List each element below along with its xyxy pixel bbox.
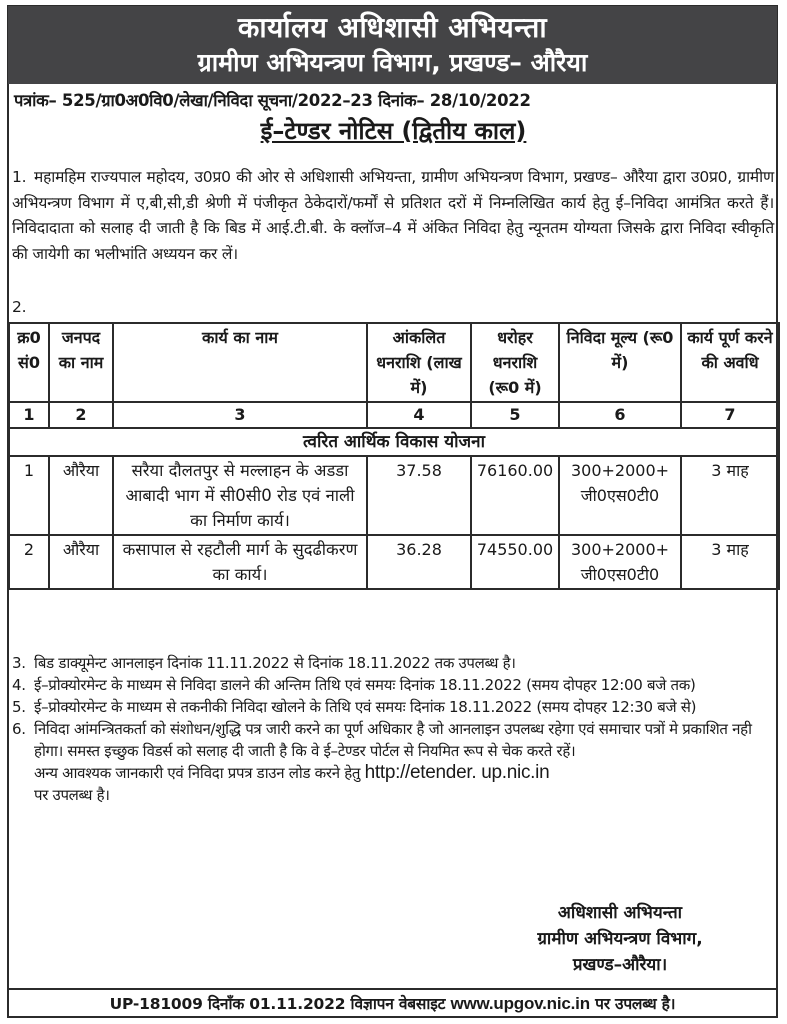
advertisement-footer xyxy=(8,988,777,1018)
cell-sno: 1 xyxy=(9,456,49,535)
paragraph-number: 1. xyxy=(12,168,27,186)
item-text: ई–प्रोक्योरमेन्ट के माध्यम से निविदा डालने की अन्तिम तिथि एवं समयः दिनांक 18.11.2022 (समय दोपहर 12:00 बजे तक) xyxy=(34,676,696,694)
paragraph-2 xyxy=(12,295,774,321)
cell-district: औरैया xyxy=(49,535,113,589)
cell-district: औरैया xyxy=(49,456,113,535)
table-row xyxy=(9,456,779,535)
signature-division: प्रखण्ड–औरैया। xyxy=(572,955,668,975)
cell-earnest-money: 74550.00 xyxy=(471,535,559,589)
reference-number: पत्रांक– 525/ग्रा0अ0वि0/लेखा/निविदा सूचना/2022–23 दिनांक– 28/10/2022 xyxy=(14,91,531,110)
item-number: 5. xyxy=(12,698,26,716)
item-text: बिड डाक्यूमेन्ट आनलाइन दिनांक 11.11.2022 से दिनांक 18.11.2022 तक उपलब्ध है। xyxy=(34,654,516,672)
column-number: 6 xyxy=(559,402,681,428)
paragraph-1 xyxy=(12,165,774,267)
column-number: 5 xyxy=(471,402,559,428)
download-note-suffix: पर उपलब्ध है। xyxy=(34,786,110,804)
header-work-name: कार्य का नाम xyxy=(113,323,367,402)
office-header xyxy=(8,6,777,84)
list-item xyxy=(12,696,774,718)
paragraph-number: 2. xyxy=(12,298,27,316)
cell-work-name: सरैया दौलतपुर से मल्लाहन के अडडा आबादी भाग में सी0सी0 रोड एवं नाली का निर्माण कार्य। xyxy=(113,456,367,535)
column-number: 7 xyxy=(681,402,779,428)
column-number: 2 xyxy=(49,402,113,428)
cell-duration: 3 माह xyxy=(681,456,779,535)
footer-suffix: पर उपलब्ध है। xyxy=(595,995,676,1013)
list-item xyxy=(12,718,774,762)
footer-prefix: UP-181009 दिनाँक 01.11.2022 विज्ञापन वेबसाइट xyxy=(109,995,446,1013)
header-earnest-money: धरोहर धनराशि (रू0 में) xyxy=(471,323,559,402)
paragraph-text: महामहिम राज्यपाल महोदय, उ0प्र0 की ओर से अधिशासी अभियन्ता, ग्रामीण अभियन्त्रण विभाग, प्रखण्ड– औरैया द्वारा उ0प्र0, ग्रामीण अभियन्त्रण विभाग में ए,बी,सी,डी श्रेणी में पंजीकृत ठेकेदारों/फर्मों से प्रतिशत दरों में निम्नलिखित कार्य हेतु ई–निविदा आमंत्रित करते हैं। निविदादाता को सलाह दी जाती है कि बिड में आई.टी.बी. के क्लॉज–4 में अंकित निविदा हेतु न्यूनतम योग्यता जिसके द्वारा निविदा स्वीकृति की जायेगी का भलीभांति अध्ययन कर लें। xyxy=(12,168,774,263)
cell-tender-cost: 300+2000+ जी0एस0टी0 xyxy=(559,456,681,535)
cell-sno: 2 xyxy=(9,535,49,589)
scheme-row xyxy=(9,428,779,456)
item-text: ई–प्रोक्योरमेन्ट के माध्यम से तकनीकी निविदा खोलने के तिथि एवं समयः दिनांक 18.11.2022 (समय दोपहर 12:30 बजे से) xyxy=(34,698,697,716)
download-note xyxy=(12,762,774,806)
office-title: कार्यालय अधिशासी अभियन्ता xyxy=(237,11,548,44)
cell-estimated-amount: 36.28 xyxy=(367,535,471,589)
signature-designation: अधिशासी अभियन्ता xyxy=(557,903,683,923)
notice-title: ई–टेण्डर नोटिस (द्वितीय काल) xyxy=(260,117,527,145)
column-number: 3 xyxy=(113,402,367,428)
cell-tender-cost: 300+2000+ जी0एस0टी0 xyxy=(559,535,681,589)
item-number: 6. xyxy=(12,720,26,738)
header-duration: कार्य पूर्ण करने की अवधि xyxy=(681,323,779,402)
cell-estimated-amount: 37.58 xyxy=(367,456,471,535)
department-title: ग्रामीण अभियन्त्रण विभाग, प्रखण्ड– औरैया xyxy=(197,48,588,77)
signature-department: ग्रामीण अभियन्त्रण विभाग, xyxy=(537,929,703,949)
scheme-name: त्वरित आर्थिक विकास योजना xyxy=(9,428,779,456)
cell-earnest-money: 76160.00 xyxy=(471,456,559,535)
list-item xyxy=(12,674,774,696)
header-tender-cost: निविदा मूल्य (रू0 में) xyxy=(559,323,681,402)
download-note-prefix: अन्य आवश्यक जानकारी एवं निविदा प्रपत्र डाउन लोड करने हेतु xyxy=(34,764,361,782)
header-district: जनपद का नाम xyxy=(49,323,113,402)
website-link[interactable]: www.upgov.nic.in xyxy=(450,994,590,1013)
column-number: 4 xyxy=(367,402,471,428)
etender-link[interactable]: http://etender. up.nic.in xyxy=(364,762,550,783)
item-number: 4. xyxy=(12,676,26,694)
cell-duration: 3 माह xyxy=(681,535,779,589)
column-number-row xyxy=(9,402,779,428)
cell-work-name: कसापाल से रहटौली मार्ग के सुदढीकरण का कार्य। xyxy=(113,535,367,589)
item-text: निविदा आंमन्त्रितकर्ता को संशोधन/शुद्धि पत्र जारी करने का पूर्ण अधिकार है जो आनलाइन उपलब्ध रहेगा एवं समाचार पत्रों मे प्रकाशित नही होगा। समस्त इच्छुक विडर्स को सलाह दी जाती है कि वे ई–टेण्डर पोर्टल से नियमित रूप से चेक करते रहें। xyxy=(34,720,752,760)
list-item xyxy=(12,652,774,674)
tender-table xyxy=(8,322,780,590)
header-sno: क्र0 सं0 xyxy=(9,323,49,402)
column-number: 1 xyxy=(9,402,49,428)
header-estimated-amount: आंकलित धनराशि (लाख में) xyxy=(367,323,471,402)
table-row xyxy=(9,535,779,589)
table-header-row xyxy=(9,323,779,402)
signature-block xyxy=(470,900,770,978)
item-number: 3. xyxy=(12,654,26,672)
notice-items xyxy=(12,652,774,806)
